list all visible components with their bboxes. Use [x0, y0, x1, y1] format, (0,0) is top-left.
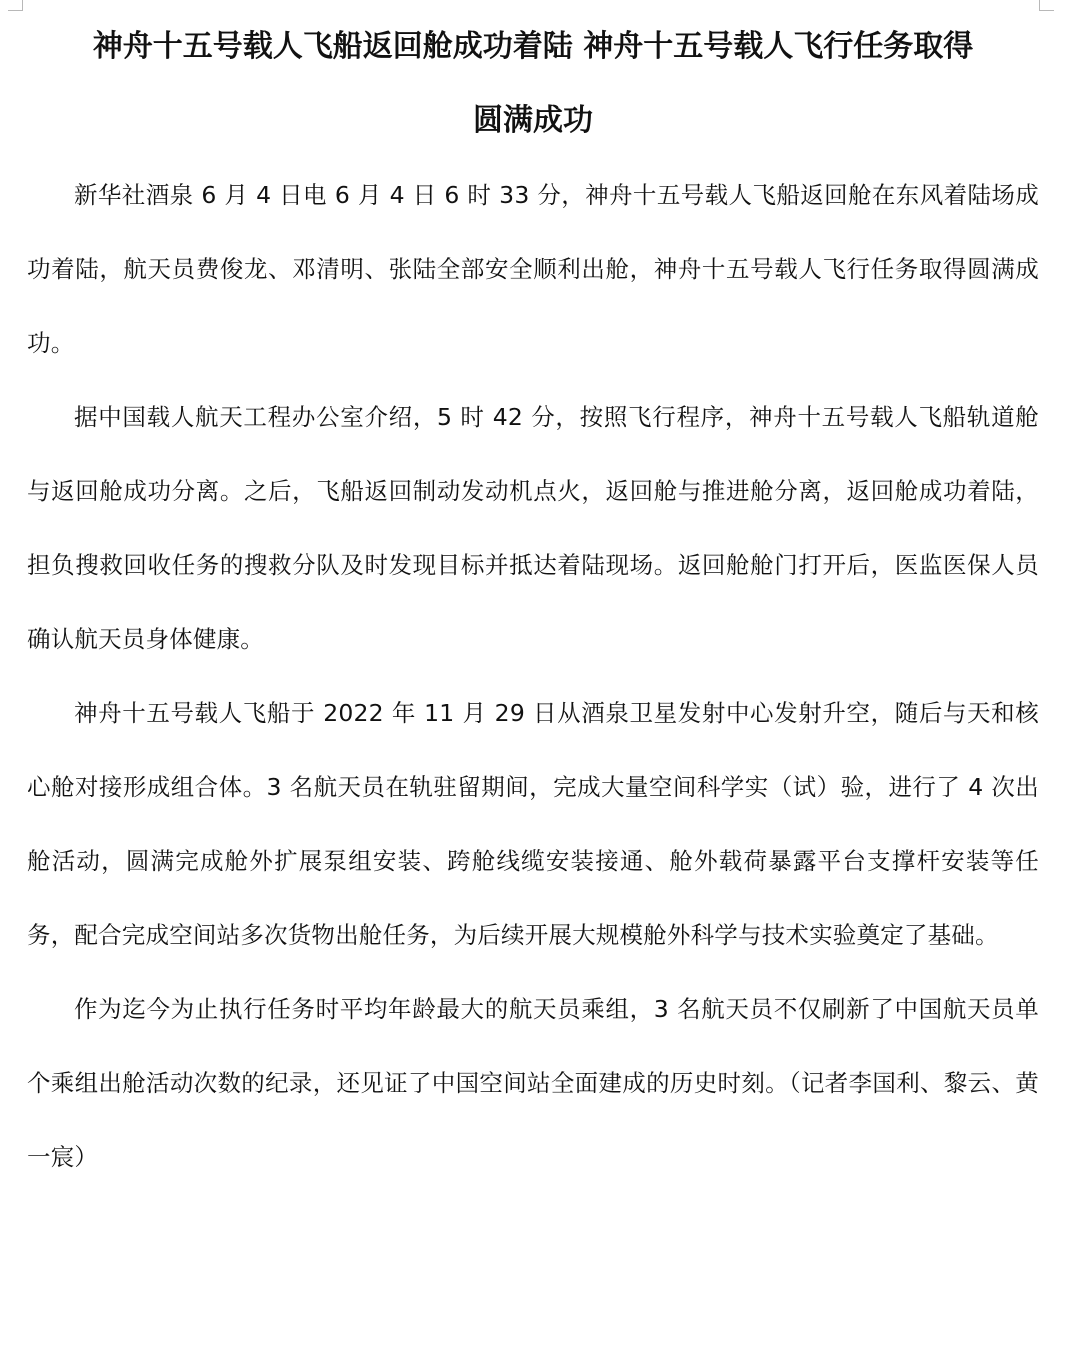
article — [27, 10, 1039, 1194]
article-title-line-1: 神舟十五号载人飞船返回舱成功着陆 神舟十五号载人飞行任务取得 — [92, 29, 974, 64]
page-corner-mark-left — [8, 0, 23, 11]
article-title — [27, 10, 1039, 158]
paragraph-1: 新华社酒泉 6 月 4 日电 6 月 4 日 6 时 33 分，神舟十五号载人飞船返回舱在东风着陆场成功着陆，航天员费俊龙、邓清明、张陆全部安全顺利出舱，神舟十五号载人飞行任务取得圆满成功。 — [27, 181, 1039, 357]
page-corner-mark-right — [1039, 0, 1054, 11]
article-title-line-2: 圆满成功 — [473, 103, 593, 138]
paragraph-4: 作为迄今为止执行任务时平均年龄最大的航天员乘组，3 名航天员不仅刷新了中国航天员单个乘组出舱活动次数的纪录，还见证了中国空间站全面建成的历史时刻。（记者李国利、黎云、黄一宸） — [27, 995, 1039, 1171]
paragraph-2: 据中国载人航天工程办公室介绍，5 时 42 分，按照飞行程序，神舟十五号载人飞船轨道舱与返回舱成功分离。之后，飞船返回制动发动机点火，返回舱与推进舱分离，返回舱成功着陆，担负搜救回收任务的搜救分队及时发现目标并抵达着陆现场。返回舱舱门打开后，医监医保人员确认航天员身体健康。 — [27, 403, 1039, 653]
paragraph-3: 神舟十五号载人飞船于 2022 年 11 月 29 日从酒泉卫星发射中心发射升空，随后与天和核心舱对接形成组合体。3 名航天员在轨驻留期间，完成大量空间科学实（试）验，进行了 4 次出舱活动，圆满完成舱外扩展泵组安装、跨舱线缆安装接通、舱外载荷暴露平台支撑杆安装等任务，配合完成空间站多次货物出舱任务，为后续开展大规模舱外科学与技术实验奠定了基础。 — [27, 699, 1039, 949]
